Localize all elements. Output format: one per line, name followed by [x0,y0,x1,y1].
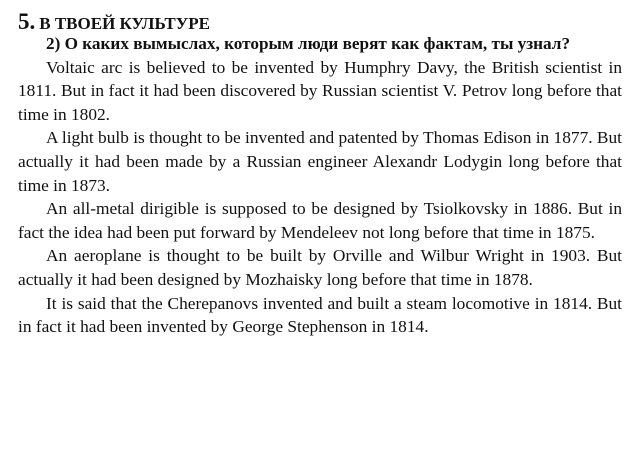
paragraph-dirigible: An all-metal dirigible is supposed to be designed by Tsiolkovsky in 1886. But in fact the idea had been put forward by Mendeleev not long before that time in 1875. [18,199,622,242]
paragraph-steam-locomotive: It is said that the Cherepanovs invented and built a steam locomotive in 1814. But in fact it had been invented by George Stephenson in 1814. [18,293,622,337]
textbook-page [18,4,622,339]
section-number: 5. [18,9,36,34]
section-heading [18,4,622,32]
paragraph-light-bulb: A light bulb is thought to be invented and patented by Thomas Edison in 1877. But actually it had been made by a Russian engineer Alexandr Lodygin long before that time in 1873. [18,128,622,195]
section-title: В ТВОЕЙ КУЛЬТУРЕ [39,14,210,33]
paragraph-aeroplane: An aeroplane is thought to be built by Orville and Wilbur Wright in 1903. But actually it had been designed by Mozhaisky long before that time in 1878. [18,246,622,289]
question: 2) О каких вымыслах, которым люди верят как фактам, ты узнал? [46,34,571,53]
paragraph-voltaic-arc: Voltaic arc is believed to be invented by Humphry Davy, the British scientist in 1811. But in fact it had been discovered by Russian scientist V. Petrov long before that time in 1802. [18,57,622,124]
